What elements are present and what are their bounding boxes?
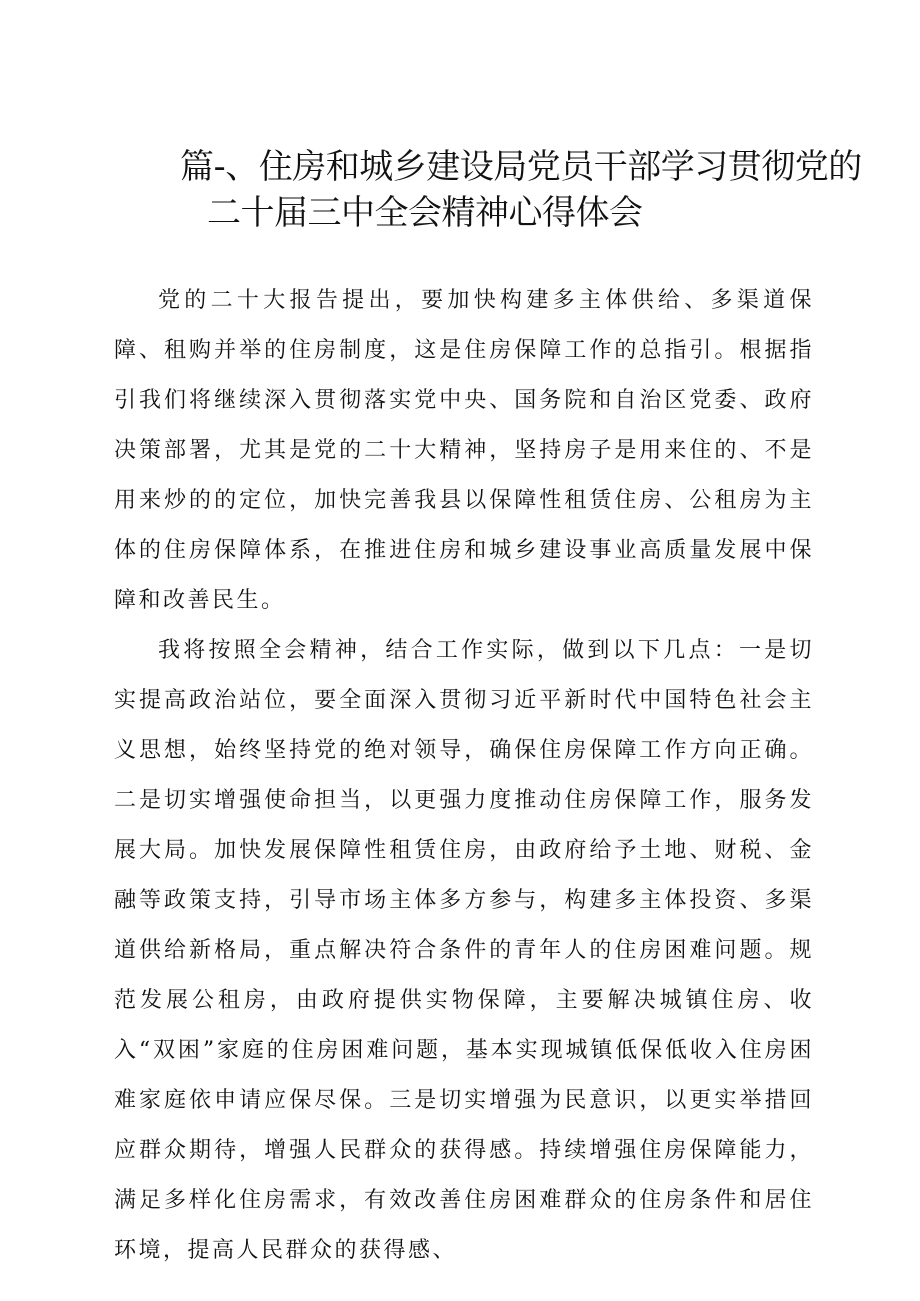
document-body	[114, 276, 814, 1276]
paragraph-2: 我将按照全会精神，结合工作实际，做到以下几点：一是切实提高政治站位，要全面深入贯彻习近平新时代中国特色社会主义思想，始终坚持党的绝对领导，确保住房保障工作方向正确。二是切实增强使命担当，以更强力度推动住房保障工作，服务发展大局。加快发展保障性租赁住房，由政府给予土地、财税、金融等政策支持，引导市场主体多方参与，构建多主体投资、多渠道供给新格局，重点解决符合条件的青年人的住房困难问题。规范发展公租房，由政府提供实物保障，主要解决城镇住房、收入“双困”家庭的住房困难问题，基本实现城镇低保低收入住房困难家庭依申请应保尽保。三是切实增强为民意识，以更实举措回应群众期待，增强人民群众的获得感。持续增强住房保障能力，满足多样化住房需求，有效改善住房困难群众的住房条件和居住环境，提高人民群众的获得感、	[114, 638, 814, 1263]
paragraph-1: 党的二十大报告提出，要加快构建多主体供给、多渠道保障、租购并举的住房制度，这是住房保障工作的总指引。根据指引我们将继续深入贯彻落实党中央、国务院和自治区党委、政府决策部署，尤其是党的二十大精神，坚持房子是用来住的、不是用来炒的的定位，加快完善我县以保障性租赁住房、公租房为主体的住房保障体系，在推进住房和城乡建设事业高质量发展中保障和改善民生。	[114, 288, 814, 613]
title-line-2: 二十届三中全会精神心得体会	[207, 193, 643, 233]
document-title	[0, 144, 920, 236]
title-line-1: 篇-、住房和城乡建设局党员干部学习贯彻党的	[180, 147, 862, 187]
